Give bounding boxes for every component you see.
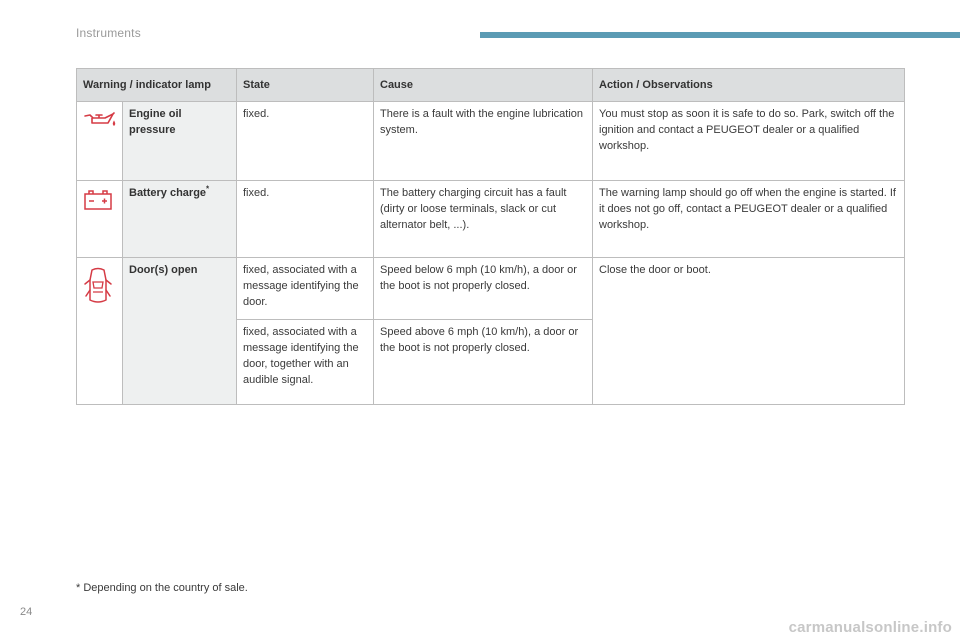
section-title: Instruments [76, 26, 141, 40]
lamp-name-engine-oil-pressure: Engine oil pressure [129, 108, 182, 136]
footnote: * Depending on the country of sale. [76, 582, 248, 594]
action-cell [593, 181, 905, 258]
cause-text: The battery charging circuit has a fault (dirty or loose terminals, slack or cut alternator belt, ...). [380, 187, 567, 231]
action-text: Close the door or boot. [599, 264, 711, 276]
cause-text: There is a fault with the engine lubrication system. [380, 108, 584, 136]
table-row [77, 102, 905, 181]
action-text: You must stop as soon it is safe to do so. Park, switch off the ignition and contact a PEUGEOT dealer or a qualified workshop. [599, 108, 895, 152]
page-number: 24 [20, 606, 33, 618]
door-open-icon [83, 266, 113, 306]
icon-cell [77, 258, 123, 405]
icon-cell [77, 102, 123, 181]
column-header-action: Action / Observations [593, 69, 905, 102]
cause-cell [374, 320, 593, 405]
engine-oil-pressure-icon [83, 110, 117, 130]
lamp-name-cell [123, 181, 237, 258]
cause-text: Speed below 6 mph (10 km/h), a door or the boot is not properly closed. [380, 264, 577, 292]
table-row [77, 181, 905, 258]
footnote-marker: * [206, 184, 210, 194]
state-text: fixed. [243, 108, 270, 120]
state-cell [237, 258, 374, 320]
state-cell [237, 320, 374, 405]
warning-lamp-table [76, 68, 905, 405]
action-cell [593, 102, 905, 181]
action-cell [593, 258, 905, 405]
lamp-name-battery-charge: Battery charge [129, 187, 207, 199]
cause-cell [374, 181, 593, 258]
lamp-name-cell [123, 258, 237, 405]
state-text: fixed. [243, 187, 270, 199]
state-cell [237, 102, 374, 181]
state-cell [237, 181, 374, 258]
state-text: fixed, associated with a message identifying the door. [243, 264, 359, 308]
cause-cell [374, 258, 593, 320]
table-header-row [77, 69, 905, 102]
column-header-state: State [237, 69, 374, 102]
column-header-cause: Cause [374, 69, 593, 102]
cause-cell [374, 102, 593, 181]
icon-cell [77, 181, 123, 258]
column-header-lamp: Warning / indicator lamp [77, 69, 237, 102]
lamp-name-cell [123, 102, 237, 181]
state-text: fixed, associated with a message identifying the door, together with an audible signal. [243, 326, 359, 386]
header-bar [480, 32, 960, 38]
watermark: carmanualsonline.info [788, 619, 952, 636]
table-row [77, 258, 905, 320]
battery-charge-icon [83, 189, 113, 211]
lamp-name-doors-open: Door(s) open [129, 264, 198, 276]
cause-text: Speed above 6 mph (10 km/h), a door or the boot is not properly closed. [380, 326, 579, 354]
action-text: The warning lamp should go off when the engine is started. If it does not go off, contact a PEUGEOT dealer or a qualified workshop. [599, 187, 896, 231]
